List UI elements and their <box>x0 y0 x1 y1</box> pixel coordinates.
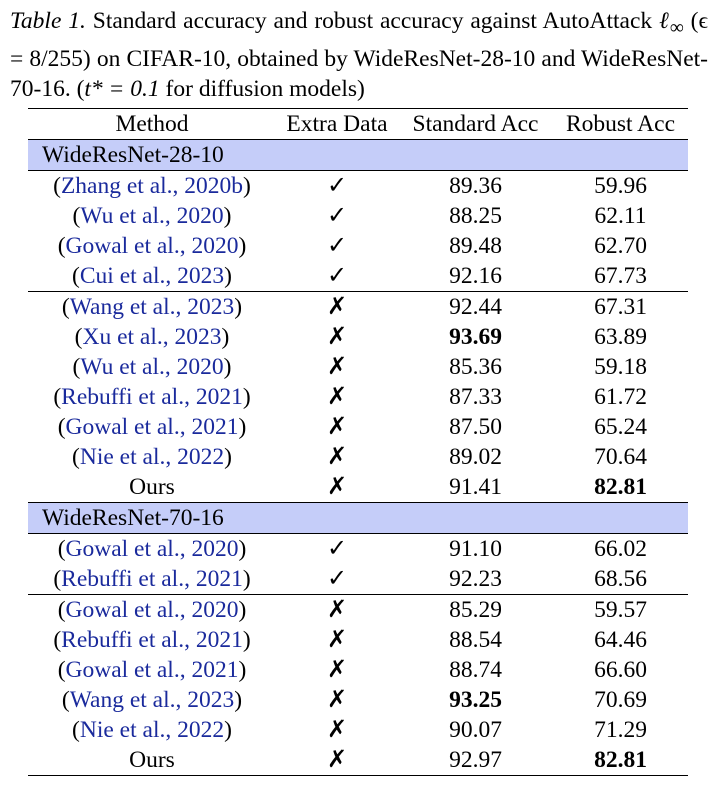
table-row <box>28 412 688 442</box>
table-row <box>28 261 688 292</box>
citation-link[interactable]: Gowal et al., 2021 <box>65 414 239 440</box>
group-header-row <box>28 503 688 534</box>
open-paren: ( <box>72 717 80 743</box>
open-paren: ( <box>57 597 66 623</box>
standard-acc-cell: 89.02 <box>449 444 502 470</box>
open-paren: ( <box>74 324 83 350</box>
citation-link[interactable]: Wu et al., 2020 <box>80 354 224 380</box>
method-cell[interactable] <box>28 382 276 412</box>
robust-acc-cell: 70.64 <box>594 444 647 470</box>
method-cell[interactable] <box>28 564 276 595</box>
method-name: Ours <box>129 474 175 500</box>
table-row <box>28 171 688 202</box>
cross-icon: ✗ <box>276 745 398 776</box>
citation-link[interactable]: Cui et al., 2023 <box>79 263 225 289</box>
close-paren: ) <box>242 627 251 653</box>
table-row <box>28 352 688 382</box>
table-row <box>28 595 688 626</box>
citation-link[interactable]: Wang et al., 2023 <box>69 687 235 713</box>
close-paren: ) <box>238 597 247 623</box>
standard-acc-cell: 91.41 <box>449 474 502 500</box>
cross-icon: ✗ <box>326 627 348 653</box>
caption-label: Table 1. <box>10 8 86 34</box>
standard-acc-cell: 88.25 <box>449 203 502 229</box>
caption-tstar: t* = 0.1 <box>84 75 160 102</box>
cross-icon: ✗ <box>326 384 348 410</box>
robust-acc-cell: 71.29 <box>594 717 647 743</box>
citation-link[interactable]: Wu et al., 2020 <box>80 203 224 229</box>
cross-icon: ✗ <box>276 595 398 626</box>
check-icon: ✓ <box>326 536 348 562</box>
cross-icon: ✗ <box>326 717 348 743</box>
header-robust-acc: Robust Acc <box>565 111 675 137</box>
open-paren: ( <box>53 384 62 410</box>
table-header-row <box>28 109 688 140</box>
standard-acc-cell: 89.48 <box>449 233 502 259</box>
open-paren: ( <box>57 657 66 683</box>
method-cell <box>28 745 276 776</box>
robust-acc-cell: 59.96 <box>594 173 647 199</box>
table-caption <box>10 6 708 104</box>
standard-acc-cell: 87.50 <box>449 414 502 440</box>
method-cell[interactable] <box>28 534 276 565</box>
citation-link[interactable]: Rebuffi et al., 2021 <box>61 566 243 592</box>
table-row <box>28 322 688 352</box>
open-paren: ( <box>72 263 80 289</box>
table-body <box>28 140 688 776</box>
table-row <box>28 201 688 231</box>
group-name: WideResNet-28-10 <box>28 140 688 171</box>
open-paren: ( <box>72 203 81 229</box>
robust-acc-cell: 59.57 <box>553 595 688 626</box>
standard-acc-cell: 88.54 <box>449 627 502 653</box>
citation-link[interactable]: Nie et al., 2022 <box>79 444 225 470</box>
table-row <box>28 564 688 595</box>
caption-text-b: on CIFAR-10, obtained by WideResNet-28-10 and WideResNet-70-16. ( <box>10 45 708 102</box>
cross-icon: ✗ <box>326 444 348 470</box>
table-row <box>28 655 688 685</box>
standard-acc-cell: 91.10 <box>449 536 502 562</box>
table-row <box>28 534 688 565</box>
cross-icon: ✗ <box>326 657 348 683</box>
standard-acc-cell: 93.69 <box>449 324 502 350</box>
method-cell[interactable] <box>28 625 276 655</box>
method-cell[interactable] <box>28 231 276 261</box>
robust-acc-cell: 82.81 <box>594 474 647 500</box>
cross-icon: ✗ <box>326 474 348 500</box>
close-paren: ) <box>243 173 251 199</box>
method-cell[interactable] <box>28 715 276 745</box>
open-paren: ( <box>53 173 61 199</box>
method-cell[interactable] <box>28 352 276 382</box>
group-header-row <box>28 140 688 171</box>
open-paren: ( <box>53 627 62 653</box>
caption-text-c: for diffusion models) <box>159 75 365 102</box>
close-paren: ) <box>223 354 232 380</box>
check-icon: ✓ <box>326 233 348 259</box>
table-row <box>28 382 688 412</box>
standard-acc-cell: 93.25 <box>449 687 502 713</box>
cross-icon: ✗ <box>326 414 348 440</box>
cross-icon: ✗ <box>326 687 348 713</box>
robust-acc-cell: 63.89 <box>594 324 647 350</box>
robust-acc-cell: 59.18 <box>594 354 647 380</box>
check-icon: ✓ <box>326 263 348 289</box>
close-paren: ) <box>238 414 247 440</box>
citation-link[interactable]: Xu et al., 2023 <box>82 324 222 350</box>
close-paren: ) <box>224 263 232 289</box>
robust-acc-cell: 67.31 <box>553 292 688 323</box>
close-paren: ) <box>223 203 232 229</box>
citation-link[interactable]: Gowal et al., 2020 <box>65 597 239 623</box>
standard-acc-cell: 85.36 <box>449 354 502 380</box>
method-cell[interactable] <box>28 685 276 715</box>
robust-acc-cell: 62.11 <box>594 203 647 229</box>
open-paren: ( <box>57 233 66 259</box>
open-paren: ( <box>72 444 80 470</box>
table-row <box>28 625 688 655</box>
robust-acc-cell: 67.73 <box>594 263 647 289</box>
table-row <box>28 685 688 715</box>
standard-acc-cell: 92.44 <box>398 292 553 323</box>
table-row <box>28 292 688 323</box>
robust-acc-cell: 70.69 <box>594 687 647 713</box>
header-standard-acc: Standard Acc <box>412 111 539 137</box>
open-paren: ( <box>53 566 62 592</box>
citation-link[interactable]: Gowal et al., 2020 <box>65 536 239 562</box>
cross-icon: ✗ <box>326 354 348 380</box>
method-name: Ours <box>129 747 175 773</box>
citation-link[interactable]: Rebuffi et al., 2021 <box>61 627 243 653</box>
close-paren: ) <box>234 294 243 320</box>
caption-eps: (ϵ = 8/255) <box>10 8 708 72</box>
citation-link[interactable]: Wang et al., 2023 <box>69 294 235 320</box>
standard-acc-cell: 92.16 <box>449 263 502 289</box>
table-row <box>28 472 688 503</box>
standard-acc-cell: 90.07 <box>449 717 502 743</box>
method-cell[interactable] <box>28 261 276 292</box>
table-row <box>28 442 688 472</box>
cross-icon: ✗ <box>276 292 398 323</box>
method-cell <box>28 472 276 503</box>
standard-acc-cell: 92.97 <box>398 745 553 776</box>
robust-acc-cell: 82.81 <box>553 745 688 776</box>
open-paren: ( <box>61 687 70 713</box>
method-cell[interactable] <box>28 595 276 626</box>
standard-acc-cell: 85.29 <box>398 595 553 626</box>
cross-icon: ✗ <box>326 324 348 350</box>
robust-acc-cell: 68.56 <box>594 566 647 592</box>
citation-link[interactable]: Gowal et al., 2021 <box>65 657 239 683</box>
method-cell[interactable] <box>28 201 276 231</box>
table-row <box>28 745 688 776</box>
open-paren: ( <box>57 536 66 562</box>
table-row <box>28 231 688 261</box>
method-cell[interactable] <box>28 442 276 472</box>
robust-acc-cell: 62.70 <box>594 233 647 259</box>
close-paren: ) <box>242 566 251 592</box>
robust-acc-cell: 66.60 <box>594 657 647 683</box>
check-icon: ✓ <box>326 566 348 592</box>
results-table <box>28 108 688 776</box>
standard-acc-cell: 92.23 <box>449 566 502 592</box>
robust-acc-cell: 65.24 <box>594 414 647 440</box>
close-paren: ) <box>234 687 243 713</box>
standard-acc-cell: 89.36 <box>449 173 502 199</box>
close-paren: ) <box>224 717 232 743</box>
caption-text-a: Standard accuracy and robust accuracy against AutoAttack <box>85 8 660 34</box>
header-method: Method <box>115 111 189 137</box>
close-paren: ) <box>224 444 232 470</box>
open-paren: ( <box>57 414 66 440</box>
method-cell[interactable] <box>28 292 276 323</box>
robust-acc-cell: 66.02 <box>594 536 647 562</box>
caption-linf-sub: ∞ <box>669 17 684 39</box>
method-cell[interactable] <box>28 412 276 442</box>
standard-acc-cell: 88.74 <box>449 657 502 683</box>
close-paren: ) <box>221 324 230 350</box>
method-cell[interactable] <box>28 322 276 352</box>
method-cell[interactable] <box>28 171 276 202</box>
check-icon: ✓ <box>326 173 348 199</box>
robust-acc-cell: 64.46 <box>594 627 647 653</box>
citation-link[interactable]: Rebuffi et al., 2021 <box>61 384 243 410</box>
standard-acc-cell: 87.33 <box>449 384 502 410</box>
table-row <box>28 715 688 745</box>
close-paren: ) <box>242 384 251 410</box>
caption-linf: ℓ <box>659 8 670 34</box>
citation-link[interactable]: Zhang et al., 2020b <box>60 173 244 199</box>
header-extra-data: Extra Data <box>286 111 388 137</box>
check-icon: ✓ <box>326 203 348 229</box>
close-paren: ) <box>238 657 247 683</box>
citation-link[interactable]: Gowal et al., 2020 <box>65 233 239 259</box>
robust-acc-cell: 61.72 <box>594 384 647 410</box>
citation-link[interactable]: Nie et al., 2022 <box>79 717 225 743</box>
method-cell[interactable] <box>28 655 276 685</box>
close-paren: ) <box>238 233 247 259</box>
group-name: WideResNet-70-16 <box>28 503 688 534</box>
close-paren: ) <box>238 536 247 562</box>
open-paren: ( <box>61 294 70 320</box>
open-paren: ( <box>72 354 81 380</box>
